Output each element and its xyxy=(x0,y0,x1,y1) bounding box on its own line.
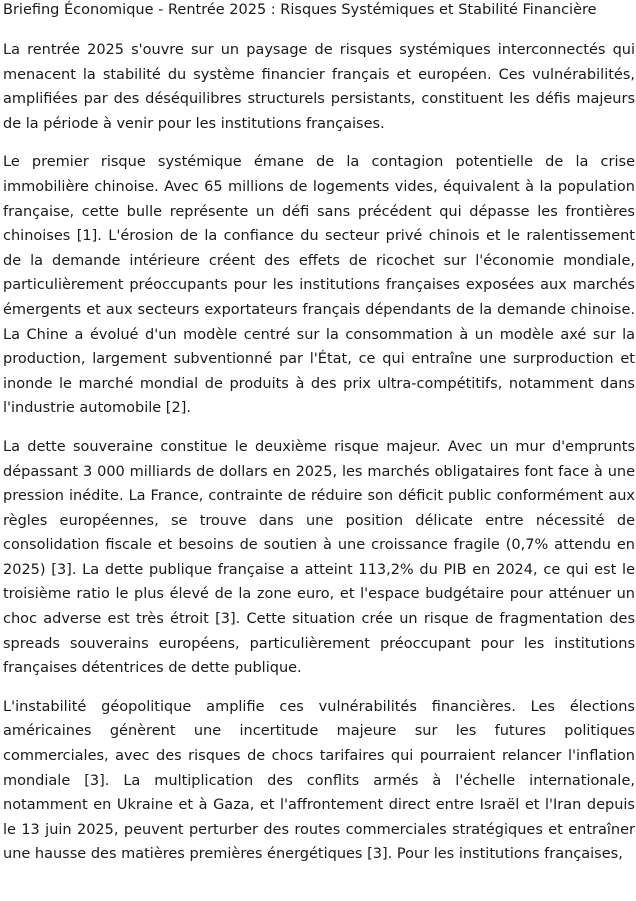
paragraph-intro: La rentrée 2025 s'ouvre sur un paysage de risques systémiques interconnectés qui menacent la stabilité du système financier français et européen. Ces vulnérabilités, amplifiées par des déséquilibres structurels persistants, constituent les défis majeurs de la période à venir pour les institutions françaises. xyxy=(3,42,635,132)
document-title: Briefing Économique - Rentrée 2025 : Risques Systémiques et Stabilité Financière xyxy=(3,2,597,18)
paragraph-geopolitics: L'instabilité géopolitique amplifie ces vulnérabilités financières. Les élections américaines génèrent une incertitude majeure sur les futures politiques commerciales, avec des risques de chocs tarifaires qui pourraient relancer l'inflation mondiale [3]. La multiplication des conflits armés à l'échelle internationale, notamment en Ukraine et à Gaza, et l'affrontement direct entre Israël et l'Iran depuis le 13 juin 2025, peuvent perturber des routes commerciales stratégiques et entraîner une hausse des matières premières énergétiques [3]. Pour les institutions françaises, xyxy=(3,698,635,863)
paragraph-sovereign-debt: La dette souveraine constitue le deuxième risque majeur. Avec un mur d'emprunts dépassant 3 000 milliards de dollars en 2025, les marchés obligataires font face à une pression inédite. La France, contrainte de réduire son déficit public conformément aux règles européennes, se trouve dans une position délicate entre nécessité de consolidation fiscale et besoins de soutien à une croissance fragile (0,7% attendu en 2025) [3]. La dette publique française a atteint 113,2% du PIB en 2024, ce qui est le troisième ratio le plus élevé de la zone euro, et l'espace budgétaire pour atténuer un choc adverse est très étroit [3]. Cette situation crée un risque de fragmentation des spreads souverains européens, particulièrement préoccupant pour les institutions françaises détentrices de dette publique. xyxy=(3,438,635,677)
paragraph-china-real-estate: Le premier risque systémique émane de la contagion potentielle de la crise immobilière chinoise. Avec 65 millions de logements vides, équivalent à la population française, cette bulle représente un défi sans précédent qui dépasse les frontières chinoises [1]. L'érosion de la confiance du secteur privé chinois et le ralentissement de la demande intérieure créent des effets de ricochet sur l'économie mondiale, particulièrement préoccupants pour les institutions françaises exposées aux marchés émergents et aux secteurs exportateurs français dépendants de la demande chinoise. La Chine a évolué d'un modèle centré sur la consommation à un modèle axé sur la production, largement subventionné par l'État, ce qui entraîne une surproduction et inonde le marché mondial de produits à des prix ultra-compétitifs, notamment dans l'industrie automobile [2]. xyxy=(3,154,635,417)
